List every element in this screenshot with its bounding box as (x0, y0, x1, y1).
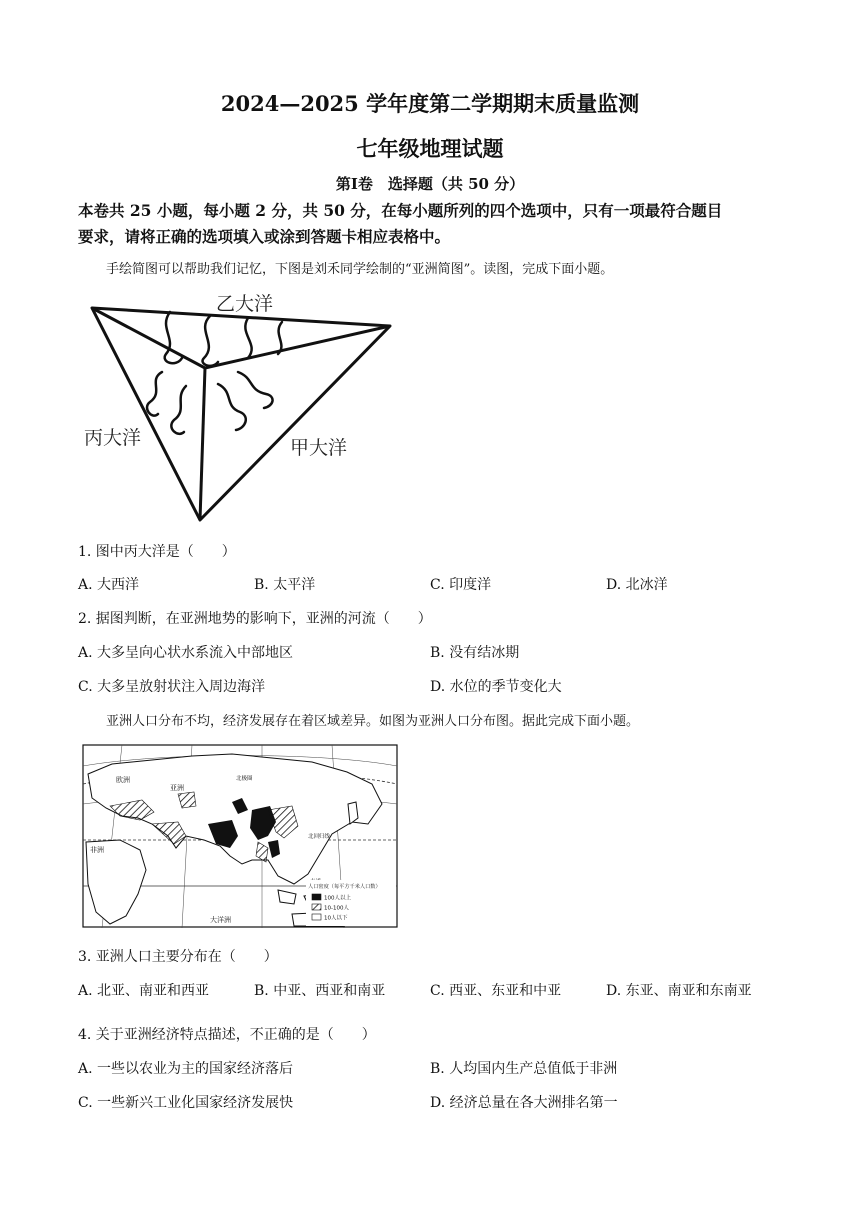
exam-title: 2024—2025 学年度第二学期期末质量监测 (220, 91, 640, 116)
legend-swatch-high (312, 894, 321, 900)
section-heading: 第Ⅰ卷 选择题（共 50 分） (335, 175, 525, 193)
question-1-option-b: B. 太平洋 (254, 577, 316, 593)
question-2-stem: 2. 据图判断，在亚洲地势的影响下，亚洲的河流（ ） (78, 611, 432, 627)
legend-label-high: 100人以上 (324, 895, 351, 902)
instructions-line-1: 本卷共 25 小题，每小题 2 分，共 50 分，在每小题所列的四个选项中，只有一项最符合题目 (78, 201, 723, 220)
question-3-stem: 3. 亚洲人口主要分布在（ ） (78, 949, 278, 965)
question-3-option-a: A. 北亚、南亚和西亚 (78, 983, 210, 999)
map-label-ocean: 大洋洲 (210, 916, 231, 924)
question-2-option-a: A. 大多呈向心状水系流入中部地区 (78, 645, 294, 661)
asia-population-map (82, 744, 398, 928)
group1-intro: 手绘简图可以帮助我们记忆，下图是刘禾同学绘制的“亚洲简图”。读图，完成下面小题。 (106, 262, 614, 277)
legend-label-low: 10人以下 (324, 915, 348, 922)
question-3-option-d: D. 东亚、南亚和东南亚 (606, 983, 752, 999)
group2-intro: 亚洲人口分布不均，经济发展存在着区域差异。如图为亚洲人口分布图。据此完成下面小题。 (106, 714, 640, 729)
legend-swatch-mid (312, 904, 321, 910)
map-legend (306, 880, 396, 926)
question-4-option-a: A. 一些以农业为主的国家经济落后 (78, 1061, 294, 1077)
question-1-option-d: D. 北冰洋 (606, 577, 668, 593)
exam-subtitle: 七年级地理试题 (356, 136, 504, 161)
sketch-label-yi: 乙大洋 (216, 293, 274, 315)
sketch-rivers (147, 312, 282, 434)
legend-swatch-low (312, 914, 321, 920)
legend-title: 人口密度（每平方千米人口数） (308, 884, 381, 890)
question-3-option-c: C. 西亚、东亚和中亚 (430, 983, 562, 999)
question-1-stem: 1. 图中丙大洋是（ ） (78, 544, 236, 560)
question-2-option-d: D. 水位的季节变化大 (430, 679, 562, 695)
legend-label-mid: 10-100人 (324, 905, 349, 912)
question-3-option-b: B. 中亚、西亚和南亚 (254, 983, 386, 999)
sketch-label-jia: 甲大洋 (290, 437, 348, 459)
question-4-option-d: D. 经济总量在各大洲排名第一 (430, 1095, 618, 1111)
map-label-europe: 欧洲 (116, 776, 130, 784)
sketch-outline (92, 308, 390, 520)
question-1-option-c: C. 印度洋 (430, 577, 492, 593)
sketch-label-bing: 丙大洋 (84, 427, 142, 449)
instructions-line-2: 要求，请将正确的选项填入或涂到答题卡相应表格中。 (78, 227, 451, 246)
map-label-tropic-of-cancer: 北回归线 (308, 834, 331, 840)
question-2-option-c: C. 大多呈放射状注入周边海洋 (78, 679, 266, 695)
question-2-option-b: B. 没有结冰期 (430, 645, 520, 661)
question-4-option-c: C. 一些新兴工业化国家经济发展快 (78, 1095, 294, 1111)
map-label-africa: 非洲 (90, 846, 104, 854)
asia-sketch-map (78, 288, 408, 528)
map-label-asia: 亚洲 (170, 784, 184, 792)
question-1-option-a: A. 大西洋 (78, 577, 140, 593)
map-label-arctic-circle: 北极圈 (236, 776, 253, 782)
question-4-option-b: B. 人均国内生产总值低于非洲 (430, 1061, 618, 1077)
question-4-stem: 4. 关于亚洲经济特点描述，不正确的是（ ） (78, 1027, 376, 1043)
